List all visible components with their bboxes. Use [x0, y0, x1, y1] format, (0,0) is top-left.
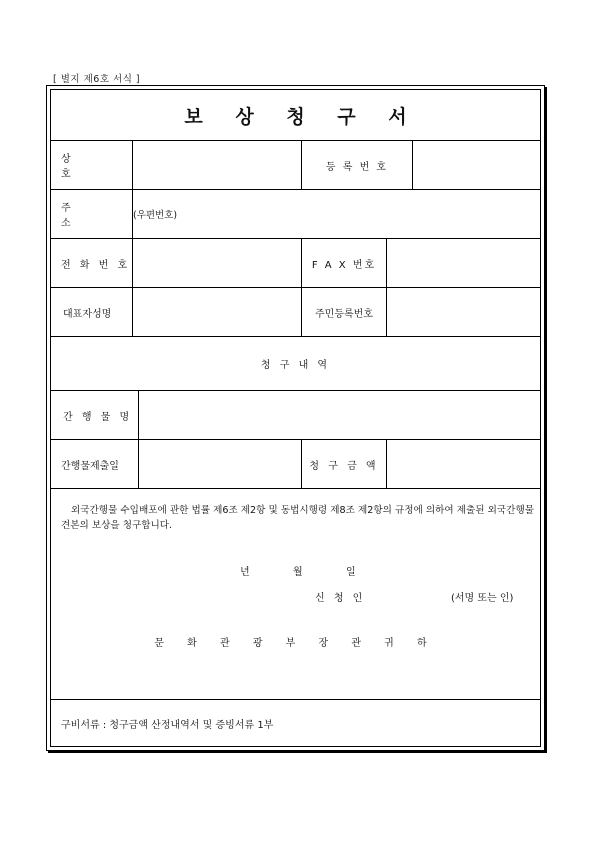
representative-field[interactable]: [133, 288, 301, 336]
address-row: [51, 190, 540, 239]
postal-code-hint: (우편번호): [133, 210, 178, 221]
form-frame: [46, 85, 545, 751]
form-title: 보 상 청 구 서: [184, 105, 420, 128]
phone-row: [51, 239, 540, 288]
attachments-text: 구비서류 : 청구금액 산정내역서 및 증빙서류 1부: [61, 719, 274, 731]
applicant-label: 신 청 인: [315, 593, 366, 604]
business-name-label: 상 호: [61, 154, 95, 180]
business-name-field[interactable]: [133, 141, 301, 189]
form-number-caption: [ 별지 제6호 서식 ]: [53, 74, 141, 85]
claim-statement: 외국간행물 수입배포에 관한 법률 제6조 제2항 및 동법시행령 제8조 제2항의 규정에 의하여 제출된 외국간행물 견본의 보상을 청구합니다.: [61, 505, 534, 531]
submission-row: [51, 440, 540, 489]
publication-name-label: 간 행 물 명: [63, 411, 133, 423]
registration-no-field[interactable]: [413, 141, 540, 189]
publication-name-field[interactable]: [139, 391, 540, 439]
attachments-row: [51, 700, 540, 746]
signature-note: (서명 또는 인): [451, 593, 514, 604]
title-row: [51, 90, 540, 141]
publication-row: [51, 391, 540, 440]
phone-field[interactable]: [133, 239, 301, 287]
claim-amount-field[interactable]: [387, 440, 540, 488]
day-label: 일: [346, 567, 356, 578]
month-label: 월: [293, 567, 303, 578]
phone-label: 전 화 번 호: [61, 259, 131, 271]
resident-no-label: 주민등록번호: [315, 308, 373, 320]
fax-label: F A X 번호: [311, 259, 377, 271]
year-label: 년: [240, 567, 250, 578]
submission-date-field[interactable]: [139, 440, 301, 488]
fax-field[interactable]: [387, 239, 540, 287]
claim-amount-label: 청 구 금 액: [309, 460, 379, 472]
representative-label: 대표자성명: [63, 308, 112, 320]
submission-date-label: 간행물제출일: [61, 460, 119, 472]
date-line: [240, 563, 399, 578]
representative-row: [51, 288, 540, 337]
claim-details-heading: 청 구 내 역: [260, 360, 331, 371]
statement-block: [51, 489, 540, 700]
recipient-line: 문 화 관 광 부 장 관 귀 하: [154, 638, 437, 649]
registration-no-label: 등 록 번 호: [325, 161, 389, 173]
resident-no-field[interactable]: [387, 288, 540, 336]
address-label: 주 소: [61, 203, 95, 229]
business-row: [51, 141, 540, 190]
address-field[interactable]: [133, 190, 540, 238]
claim-details-row: [51, 337, 540, 391]
form-table: [50, 89, 541, 747]
